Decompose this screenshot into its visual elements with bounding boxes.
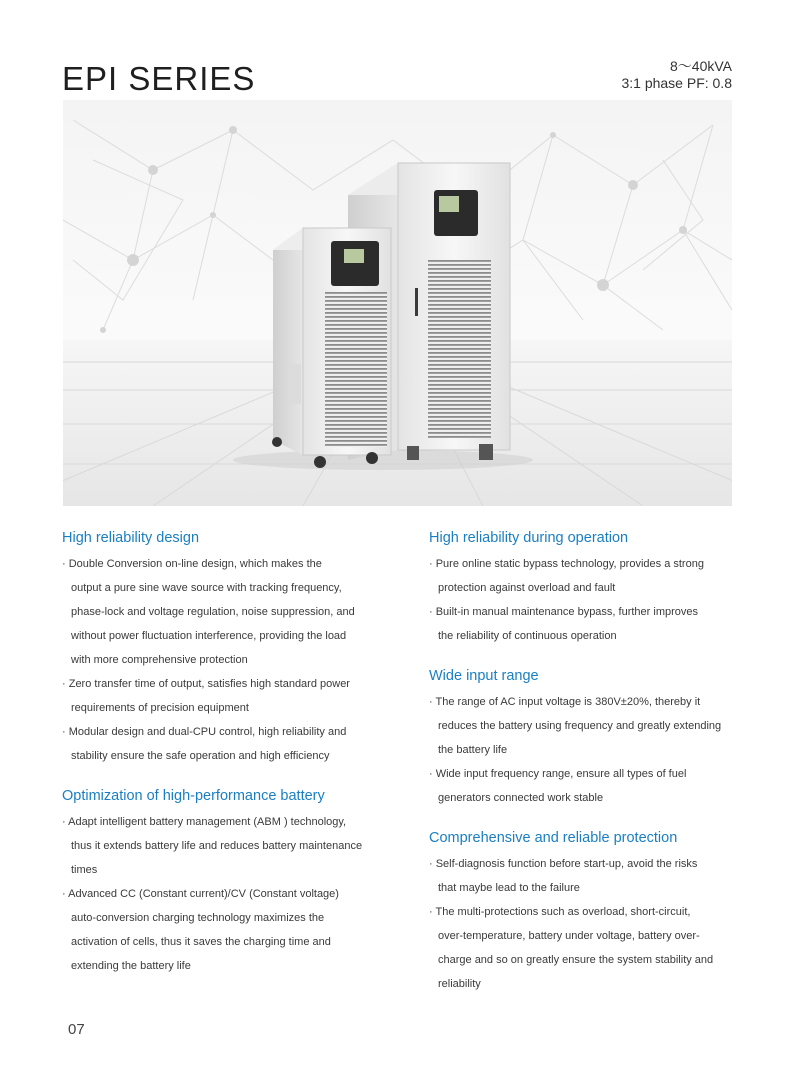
body-line: requirements of precision equipment <box>71 702 249 714</box>
body-line: · Adapt intelligent battery management (ABM ) technology, <box>62 816 347 828</box>
body-line: · Zero transfer time of output, satisfies high standard power <box>62 678 350 690</box>
body-line: with more comprehensive protection <box>71 654 248 666</box>
body-line: protection against overload and fault <box>438 582 616 594</box>
body-line: without power fluctuation interference, providing the load <box>71 630 347 642</box>
spec-capacity: 8～40kVA <box>670 58 732 74</box>
body-line: · The multi-protections such as overload, short-circuit, <box>429 906 691 918</box>
heading-comprehensive-protection: Comprehensive and reliable protection <box>429 830 678 846</box>
body-line: reliability <box>438 978 481 990</box>
body-line: times <box>71 864 98 876</box>
body-line: thus it extends battery life and reduces battery maintenance <box>71 840 363 852</box>
body-line: phase-lock and voltage regulation, noise suppression, and <box>71 606 355 618</box>
heading-battery-optimization: Optimization of high-performance battery <box>62 788 325 804</box>
body-line: reduces the battery using frequency and greatly extending <box>438 720 722 732</box>
heading-high-reliability-design: High reliability design <box>62 530 200 546</box>
body-line: · Wide input frequency range, ensure all types of fuel <box>429 768 687 780</box>
body-line: auto-conversion charging technology maximizes the <box>71 912 325 924</box>
product-image <box>63 100 732 506</box>
body-line: over-temperature, battery under voltage, battery over- <box>438 930 700 942</box>
left-column <box>62 528 392 978</box>
body-line: · Built-in manual maintenance bypass, further improves <box>429 606 699 618</box>
page-title: EPI SERIES <box>62 60 256 97</box>
body-line: generators connected work stable <box>438 792 604 804</box>
body-line: the battery life <box>438 744 508 756</box>
heading-reliability-operation: High reliability during operation <box>429 530 629 546</box>
body-line: that maybe lead to the failure <box>438 882 580 894</box>
body-line: charge and so on greatly ensure the system stability and <box>438 954 714 966</box>
body-line: output a pure sine wave source with tracking frequency, <box>71 582 342 594</box>
page-number: 07 <box>68 1021 85 1038</box>
ups-small-cabinet <box>272 228 391 468</box>
body-line: activation of cells, thus it saves the charging time and <box>71 936 331 948</box>
body-line: · Pure online static bypass technology, provides a strong <box>429 558 704 570</box>
spec-phase: 3:1 phase PF: 0.8 <box>621 75 732 91</box>
body-line: · The range of AC input voltage is 380V±20%, thereby it <box>429 696 701 708</box>
body-line: · Advanced CC (Constant current)/CV (Constant voltage) <box>62 888 339 900</box>
body-line: stability ensure the safe operation and high efficiency <box>71 750 330 762</box>
body-line: · Double Conversion on-line design, which makes the <box>62 558 322 570</box>
heading-wide-input-range: Wide input range <box>429 668 539 684</box>
body-line: the reliability of continuous operation <box>438 630 617 642</box>
right-column <box>429 528 749 996</box>
body-line: · Self-diagnosis function before start-up, avoid the risks <box>429 858 698 870</box>
body-line: · Modular design and dual-CPU control, high reliability and <box>62 726 347 738</box>
body-line: extending the battery life <box>71 960 191 972</box>
spec-block <box>621 58 732 92</box>
